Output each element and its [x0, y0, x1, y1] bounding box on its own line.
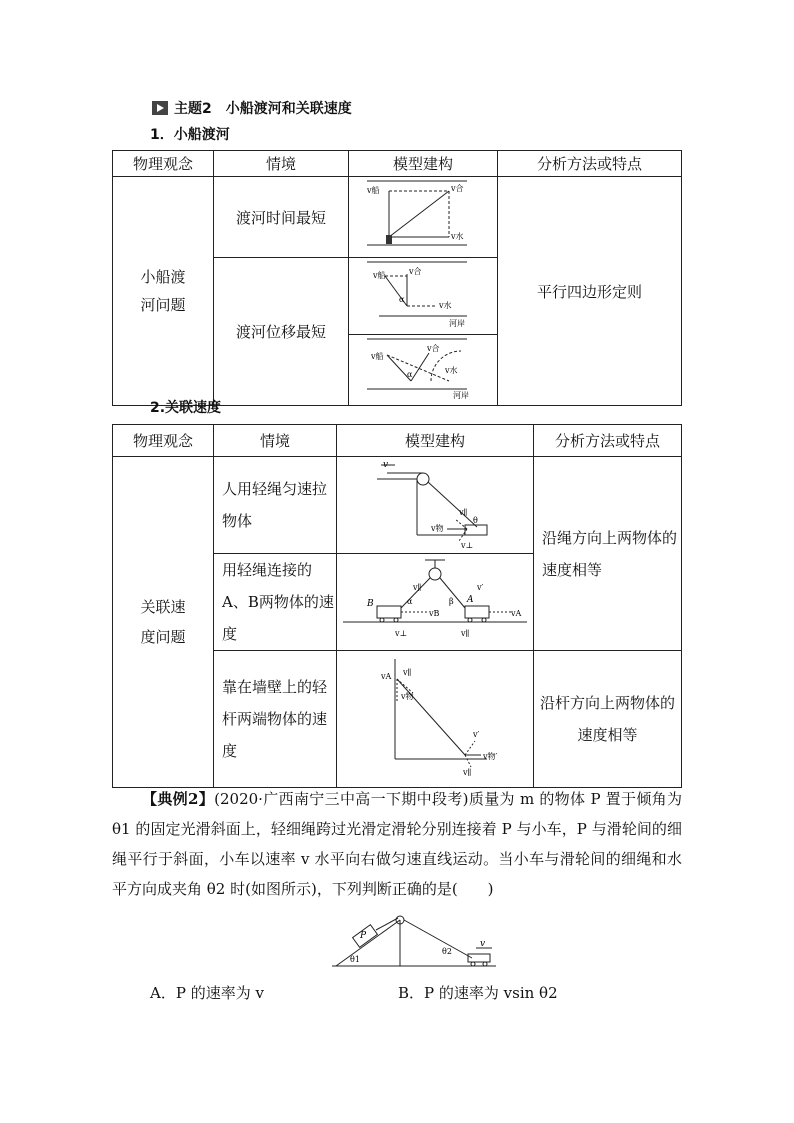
label-v-water-3: v水 — [445, 366, 458, 375]
label-v: v — [383, 460, 389, 470]
label-v-he: v合 — [451, 184, 464, 193]
header-scene: 情境 — [214, 151, 349, 177]
label-v-boat-2: v船 — [373, 271, 386, 280]
fig-label-theta2: θ2 — [442, 947, 452, 956]
boat-time-diagram — [349, 177, 497, 253]
header-model: 模型建构 — [349, 151, 498, 177]
boat-crossing-table — [112, 150, 682, 406]
model-rod-wall — [337, 651, 534, 788]
concept-cell-2: 关联速 度问题 — [113, 457, 214, 788]
label-v-he-2: v合 — [409, 267, 422, 276]
boat-distance-diagram-2 — [349, 335, 497, 401]
label-v-par: v∥ — [459, 508, 468, 517]
label-alpha-2: α — [407, 370, 413, 379]
boat-distance-diagram-1 — [349, 258, 497, 330]
concept-cell: 小船渡 河问题 — [113, 177, 214, 406]
label-v-obj: v物 — [431, 524, 444, 533]
label-alpha: α — [399, 295, 405, 304]
header-model-2: 模型建构 — [337, 425, 534, 457]
label-v-par-3: v∥ — [461, 629, 470, 638]
label-v-prime-2: v′ — [473, 730, 480, 739]
method-rod: 沿杆方向上两物体的速度相等 — [534, 651, 682, 788]
label-vA-2: vA — [381, 672, 392, 681]
header-concept-2: 物理观念 — [113, 425, 214, 457]
label-v-obj-prime: v物′ — [483, 752, 498, 761]
fig-label-P: P — [360, 931, 367, 941]
method-rope: 沿绳方向上两物体的速度相等 — [534, 457, 682, 651]
model-distance-1 — [349, 258, 498, 335]
option-b[interactable]: B．P 的速率为 vsin θ2 — [398, 984, 558, 1002]
scene-time-shortest: 渡河时间最短 — [214, 177, 349, 258]
example-source: (2020·广西南宁三中高一下期中段考) — [214, 790, 469, 808]
header-concept: 物理观念 — [113, 151, 214, 177]
label-v-prime: v′ — [477, 583, 484, 592]
header-method: 分析方法或特点 — [498, 151, 682, 177]
rope-pull-diagram — [337, 457, 533, 549]
label-beta: β — [449, 597, 454, 606]
play-triangle-icon — [152, 101, 168, 115]
label-bank: 河岸 — [449, 319, 465, 328]
scene-distance-shortest: 渡河位移最短 — [214, 258, 349, 406]
fig-label-theta1: θ1 — [350, 955, 360, 964]
model-rope-pull — [337, 457, 534, 554]
section2-title: 2.关联速度 — [150, 400, 222, 416]
example-tag: 【典例2】 — [142, 790, 215, 808]
option-a[interactable]: A．P 的速率为 v — [150, 984, 264, 1002]
section1-title: 1．小船渡河 — [150, 127, 230, 143]
related-velocity-table — [112, 424, 682, 788]
fig-label-v: v — [480, 939, 486, 949]
header-method-2: 分析方法或特点 — [534, 425, 682, 457]
incline-pulley-figure — [330, 908, 500, 972]
label-v-par-2: v∥ — [413, 583, 422, 592]
label-theta: θ — [473, 516, 478, 525]
label-vB: vB — [429, 609, 440, 618]
label-bank-2: 河岸 — [453, 391, 469, 400]
ab-rope-diagram — [337, 554, 533, 646]
scene-rope-pull: 人用轻绳匀速拉物体 — [214, 457, 337, 554]
scene-ab-rope: 用轻绳连接的A、B两物体的速度 — [214, 554, 337, 651]
label-v-boat: v船 — [367, 186, 380, 195]
label-B: B — [367, 599, 374, 609]
label-v-water-2: v水 — [439, 301, 452, 310]
header-scene-2: 情境 — [214, 425, 337, 457]
topic-heading: 主题2 小船渡河和关联速度 — [152, 98, 352, 118]
rod-wall-diagram — [337, 651, 533, 783]
model-time-shortest — [349, 177, 498, 258]
scene-rod-wall: 靠在墙壁上的轻杆两端物体的速度 — [214, 651, 337, 788]
model-distance-2 — [349, 335, 498, 406]
model-ab-rope — [337, 554, 534, 651]
label-A: A — [467, 595, 474, 605]
label-v-obj-2: v物 — [401, 692, 414, 701]
label-v-water: v水 — [451, 232, 464, 241]
example-paragraph — [112, 784, 682, 904]
method-cell: 平行四边形定则 — [498, 177, 682, 406]
label-v-perp: v⊥ — [461, 541, 474, 549]
label-v-par-4: v∥ — [403, 668, 412, 677]
label-v-par-5: v∥ — [463, 768, 472, 777]
label-alpha-ab: α — [407, 597, 413, 606]
label-v-perp-2: v⊥ — [395, 629, 408, 638]
label-v-boat-3: v船 — [371, 352, 384, 361]
label-v-he-3: v合 — [427, 344, 440, 353]
label-vA: vA — [511, 609, 522, 618]
example-text: 质量为 m 的物体 P 置于倾角为 θ1 的固定光滑斜面上，轻细绳跨过光滑定滑轮分别连接着 P 与小车，P 与滑轮间的细绳平行于斜面，小车以速率 v 水平向右做匀速直线运动。当小车与滑轮间的细绳和水平方向成夹角 θ2 时(如图所示)，下列判断正确的是( ) — [112, 790, 683, 898]
